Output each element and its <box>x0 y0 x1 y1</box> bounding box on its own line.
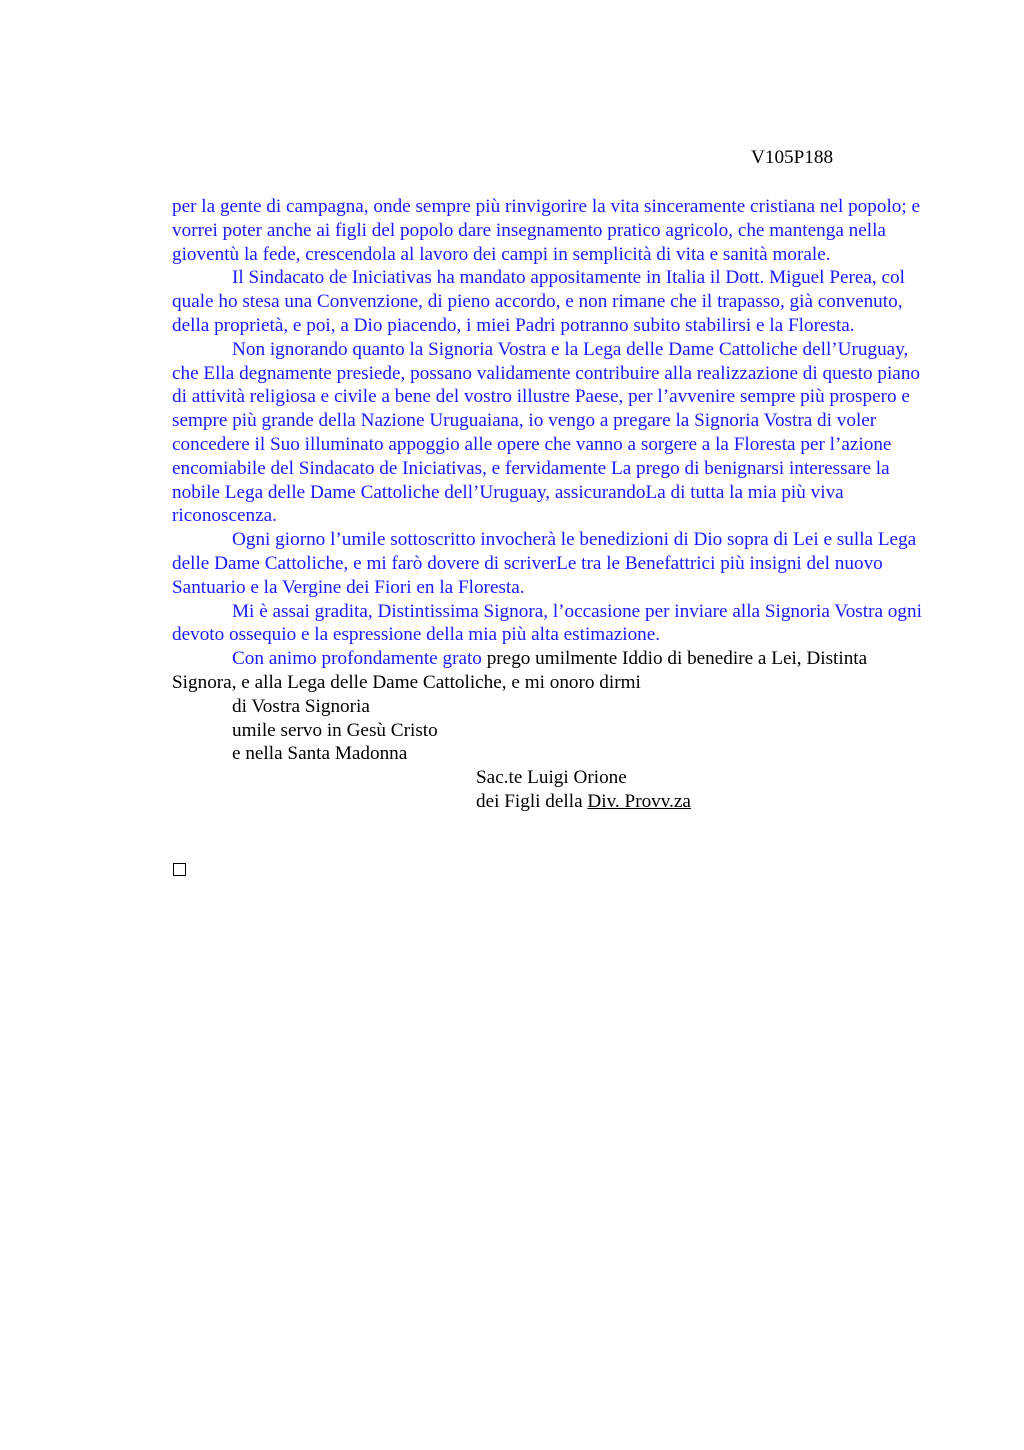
paragraph-2: Il Sindacato de Iniciativas ha mandato appositamente in Italia il Dott. Miguel Perea, col quale ho stesa una Convenzione, di pieno accordo, e non rimane che il trapasso, già convenuto, della proprietà, e poi, a Dio piacendo, i miei Padri potranno subito stabilirsi e la Floresta. <box>172 267 905 336</box>
closing-line-1: di Vostra Signoria <box>232 695 370 717</box>
paragraph-6 <box>172 647 932 695</box>
paragraph-6-text: prego umilmente Iddio di benedire a Lei, Distinta Signora, e alla Lega delle Dame Cattoliche, e mi onoro dirmi <box>172 648 868 693</box>
signature-affiliation-abbrev: Div. Provv.za <box>587 790 691 812</box>
paragraph-6-highlight: Con animo profondamente grato <box>232 648 482 670</box>
paragraph-5: Mi è assai gradita, Distintissima Signora, l’occasione per inviare alla Signoria Vostra ogni devoto ossequio e la espressione della mia più alta estimazione. <box>172 600 922 646</box>
closing-line-2: umile servo in Gesù Cristo <box>232 719 438 741</box>
closing-line-3: e nella Santa Madonna <box>232 743 408 765</box>
page-reference: V105P188 <box>751 147 834 168</box>
signature-affiliation <box>172 790 932 814</box>
end-of-document-box-icon <box>173 863 186 876</box>
paragraph-4: Ogni giorno l’umile sottoscritto invocherà le benedizioni di Dio sopra di Lei e sulla Lega delle Dame Cattoliche, e mi farò dovere di scriverLe tra le Benefattrici più insigni del nuovo Santuario e la Vergine dei Fiori en la Floresta. <box>172 529 917 598</box>
paragraph-1: per la gente di campagna, onde sempre più rinvigorire la vita sinceramente cristiana nel popolo; e vorrei poter anche ai figli del popolo dare insegnamento pratico agricolo, che mantenga nella gioventù la fede, crescendola al lavoro dei campi in semplicità di vita e sanità morale. <box>172 196 921 265</box>
signature-name: Sac.te Luigi Orione <box>476 767 627 789</box>
paragraph-3: Non ignorando quanto la Signoria Vostra e la Lega delle Dame Cattoliche dell’Uruguay, che Ella degnamente presiede, possano validamente contribuire alla realizzazione di questo piano di attività religiosa e civile a bene del vostro illustre Paese, per l’avvenire sempre più prospero e sempre più grande della Nazione Uruguaiana, io vengo a pregare la Signoria Vostra di voler concedere il Suo illuminato appoggio alle opere che vanno a sorgere a la Floresta per l’azione encomiabile del Sindacato de Iniciativas, e fervidamente La prego di benignarsi interessare la nobile Lega delle Dame Cattoliche dell’Uruguay, assicurandoLa di tutta la mia più viva riconoscenza. <box>172 338 921 527</box>
letter-body <box>172 195 932 814</box>
signature-affiliation-prefix: dei Figli della <box>476 790 588 812</box>
